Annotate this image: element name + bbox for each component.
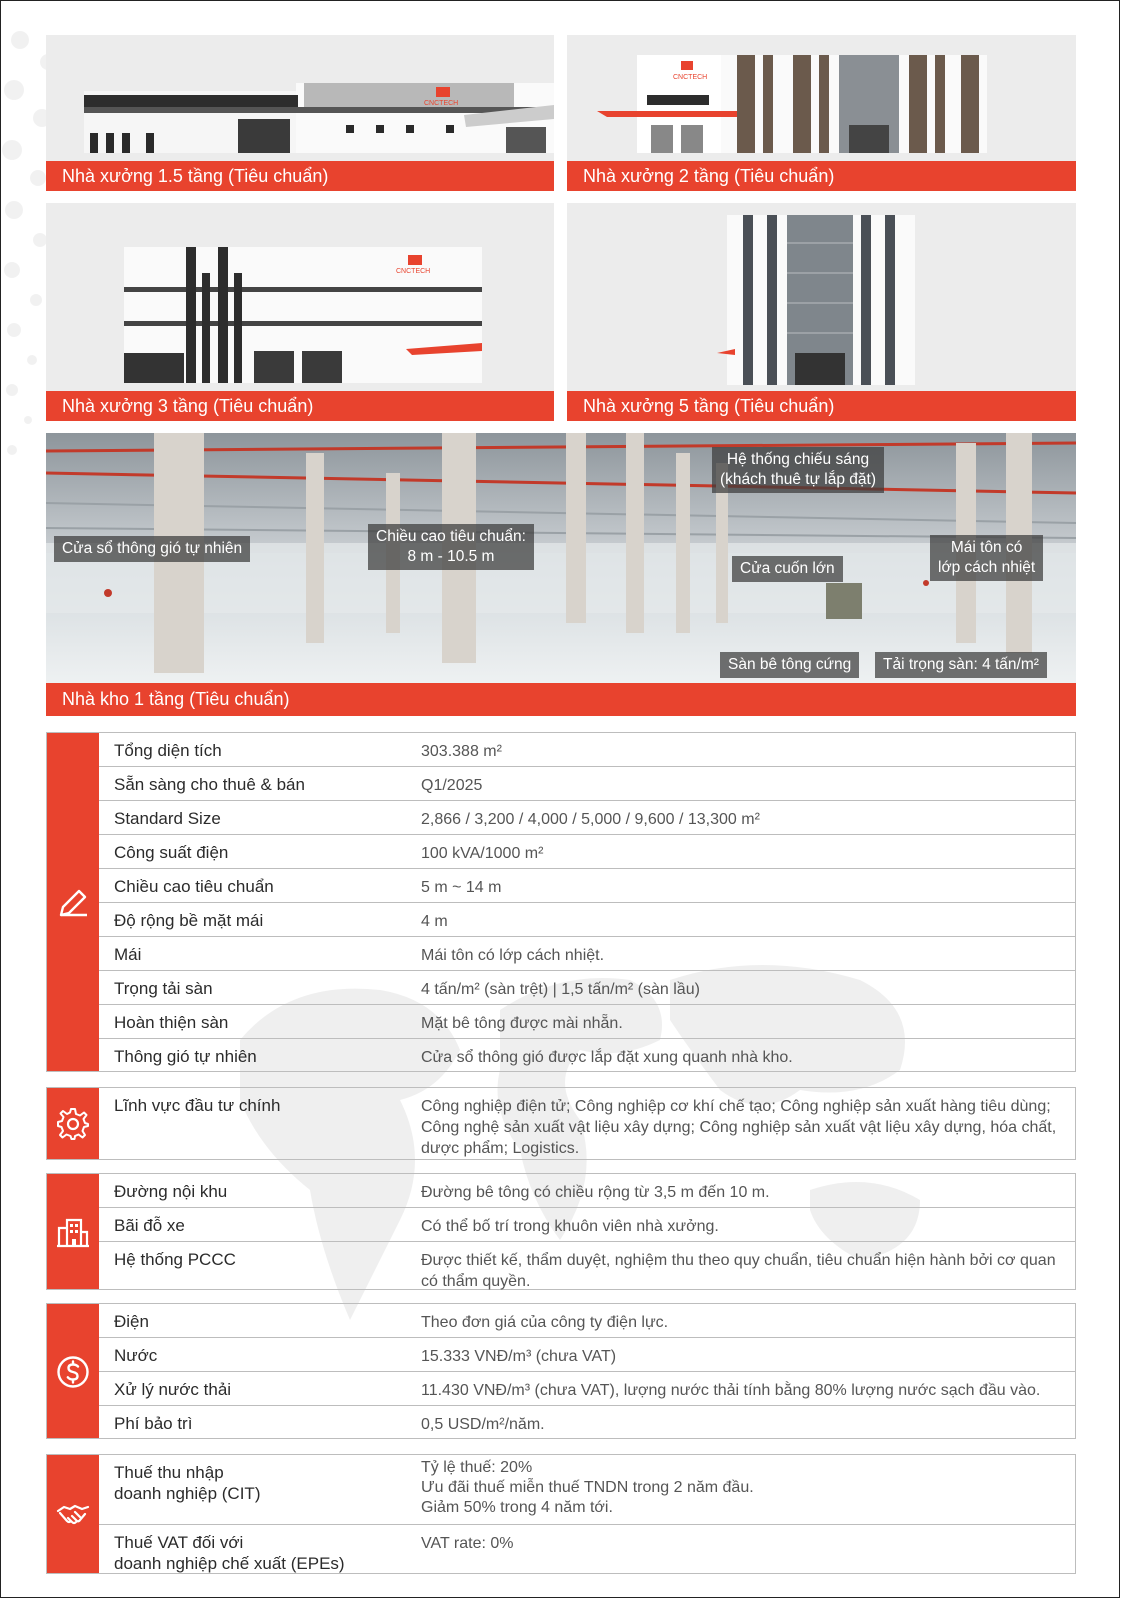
building-3-floor-illustration bbox=[46, 203, 554, 391]
building-1-5-floor-illustration bbox=[46, 35, 554, 161]
specs-key: Sẵn sàng cho thuê & bán bbox=[114, 775, 305, 794]
infrastructure-row bbox=[99, 1208, 1075, 1242]
infrastructure-key: Hệ thống PCCC bbox=[114, 1250, 236, 1269]
tax-icon-column bbox=[47, 1455, 99, 1573]
tag-rolling-door: Cửa cuốn lớn bbox=[732, 556, 843, 582]
building-2-floor-illustration bbox=[567, 35, 1076, 161]
costs-row bbox=[99, 1406, 1075, 1440]
costs-row bbox=[99, 1338, 1075, 1372]
pencil-icon bbox=[55, 885, 91, 921]
specs-row bbox=[99, 1039, 1075, 1073]
infrastructure-value: Được thiết kế, thẩm duyệt, nghiệm thu theo quy chuẩn, tiêu chuẩn hiện hành bởi cơ quan có thẩm quyền. bbox=[421, 1252, 1056, 1290]
infrastructure-key: Đường nội khu bbox=[114, 1182, 228, 1201]
costs-row bbox=[99, 1372, 1075, 1406]
costs-row bbox=[99, 1304, 1075, 1338]
specs-value: 100 kVA/1000 m² bbox=[421, 845, 544, 862]
specs-row bbox=[99, 733, 1075, 767]
specs-value: 5 m ~ 14 m bbox=[421, 879, 502, 896]
costs-value: 0,5 USD/m²/năm. bbox=[421, 1416, 545, 1433]
tax-key: Thuế VAT đối với doanh nghiệp chế xuất (EPEs) bbox=[114, 1533, 345, 1573]
brand-logo-2: CNCTECH bbox=[673, 74, 708, 81]
specs-key: Tổng diện tích bbox=[114, 741, 222, 760]
costs-table bbox=[46, 1303, 1076, 1439]
infrastructure-table bbox=[46, 1173, 1076, 1290]
tax-key: Thuế thu nhập doanh nghiệp (CIT) bbox=[114, 1463, 261, 1503]
costs-key: Phí bảo trì bbox=[114, 1414, 193, 1433]
infrastructure-key: Bãi đỗ xe bbox=[114, 1216, 185, 1235]
sectors-table bbox=[46, 1087, 1076, 1160]
specs-value: 303.388 m² bbox=[421, 743, 502, 760]
specs-value: 4 tấn/m² (sàn trệt) | 1,5 tấn/m² (sàn lầu) bbox=[421, 981, 700, 998]
costs-key: Xử lý nước thải bbox=[114, 1380, 232, 1399]
building-label-3-floor: Nhà xưởng 3 tầng (Tiêu chuẩn) bbox=[46, 391, 554, 421]
specs-value: 4 m bbox=[421, 913, 448, 930]
building-5-floor-illustration bbox=[567, 203, 1076, 391]
building-icon bbox=[55, 1214, 91, 1250]
tax-value: VAT rate: 0% bbox=[421, 1535, 514, 1552]
specs-key: Độ rộng bề mặt mái bbox=[114, 911, 264, 930]
costs-icon-column bbox=[47, 1304, 99, 1438]
specs-key: Chiều cao tiêu chuẩn bbox=[114, 877, 274, 896]
sectors-row bbox=[99, 1088, 1075, 1161]
building-card-5-floor bbox=[567, 203, 1076, 421]
handshake-icon bbox=[55, 1497, 91, 1533]
specs-row bbox=[99, 971, 1075, 1005]
sectors-icon-column bbox=[47, 1088, 99, 1159]
costs-value: 11.430 VNĐ/m³ (chưa VAT), lượng nước thải tính bằng 80% lượng nước sạch đầu vào. bbox=[421, 1382, 1041, 1399]
tag-standard-height: Chiều cao tiêu chuẩn: 8 m - 10.5 m bbox=[368, 524, 534, 570]
specs-value: Q1/2025 bbox=[421, 777, 483, 794]
specs-key: Standard Size bbox=[114, 809, 221, 828]
specs-key: Công suất điện bbox=[114, 843, 229, 862]
tax-row bbox=[99, 1525, 1075, 1575]
sectors-key: Lĩnh vực đầu tư chính bbox=[114, 1096, 281, 1115]
dollar-icon bbox=[55, 1354, 91, 1390]
tax-row bbox=[99, 1455, 1075, 1525]
specs-key: Thông gió tự nhiên bbox=[114, 1047, 257, 1066]
specs-row bbox=[99, 869, 1075, 903]
specs-value: 2,866 / 3,200 / 4,000 / 5,000 / 9,600 / 13,300 m² bbox=[421, 811, 760, 828]
infrastructure-icon-column bbox=[47, 1174, 99, 1289]
tax-value: Tỷ lệ thuế: 20% Ưu đãi thuế miễn thuế TNDN trong 2 năm đầu. Giảm 50% trong 4 năm tới. bbox=[421, 1459, 754, 1516]
brand-logo-1: CNCTECH bbox=[424, 100, 459, 107]
specs-value: Cửa sổ thông gió được lắp đặt xung quanh nhà kho. bbox=[421, 1049, 793, 1066]
specs-row bbox=[99, 937, 1075, 971]
building-label-2-floor: Nhà xưởng 2 tầng (Tiêu chuẩn) bbox=[567, 161, 1076, 191]
tag-concrete-floor: Sàn bê tông cứng bbox=[720, 652, 859, 678]
building-card-3-floor bbox=[46, 203, 554, 421]
sectors-value: Công nghiệp điện tử; Công nghiệp cơ khí chế tạo; Công nghiệp sản xuất hàng tiêu dùng; Công nghệ sản xuất vật liệu xây dựng; Công nghiệp sản xuất vật liệu xây dựng, hóa chất, dược phẩm; Logistics. bbox=[421, 1098, 1057, 1157]
specs-table bbox=[46, 732, 1076, 1072]
infrastructure-row bbox=[99, 1174, 1075, 1208]
specs-value: Mặt bê tông được mài nhẵn. bbox=[421, 1015, 623, 1032]
building-card-1-5-floor bbox=[46, 35, 554, 191]
tag-insulated-roof: Mái tôn có lớp cách nhiệt bbox=[930, 535, 1043, 581]
specs-row bbox=[99, 903, 1075, 937]
tax-table bbox=[46, 1454, 1076, 1574]
specs-key: Mái bbox=[114, 945, 142, 964]
tag-natural-ventilation: Cửa sổ thông gió tự nhiên bbox=[54, 536, 250, 562]
infrastructure-value: Đường bê tông có chiều rộng từ 3,5 m đến 10 m. bbox=[421, 1184, 770, 1201]
costs-key: Nước bbox=[114, 1346, 158, 1365]
tag-lighting-system: Hệ thống chiếu sáng (khách thuê tự lắp đặt) bbox=[712, 447, 884, 493]
costs-value: 15.333 VNĐ/m³ (chưa VAT) bbox=[421, 1348, 617, 1365]
building-label-1-5-floor: Nhà xưởng 1.5 tầng (Tiêu chuẩn) bbox=[46, 161, 554, 191]
infrastructure-value: Có thể bố trí trong khuôn viên nhà xưởng. bbox=[421, 1218, 719, 1235]
specs-row bbox=[99, 767, 1075, 801]
gear-icon bbox=[55, 1106, 91, 1142]
specs-icon-column bbox=[47, 733, 99, 1071]
specs-row bbox=[99, 1005, 1075, 1039]
warehouse-label: Nhà kho 1 tầng (Tiêu chuẩn) bbox=[46, 683, 1076, 716]
specs-value: Mái tôn có lớp cách nhiệt. bbox=[421, 947, 605, 964]
specs-key: Trọng tải sàn bbox=[114, 979, 213, 998]
building-card-2-floor bbox=[567, 35, 1076, 191]
costs-key: Điện bbox=[114, 1312, 149, 1331]
brand-logo-3: CNCTECH bbox=[396, 268, 431, 275]
building-label-5-floor: Nhà xưởng 5 tầng (Tiêu chuẩn) bbox=[567, 391, 1076, 421]
tag-floor-load: Tải trọng sàn: 4 tấn/m² bbox=[875, 652, 1047, 678]
specs-row bbox=[99, 835, 1075, 869]
specs-key: Hoàn thiện sàn bbox=[114, 1013, 229, 1032]
specs-row bbox=[99, 801, 1075, 835]
infrastructure-row bbox=[99, 1242, 1075, 1291]
costs-value: Theo đơn giá của công ty điện lực. bbox=[421, 1314, 669, 1331]
